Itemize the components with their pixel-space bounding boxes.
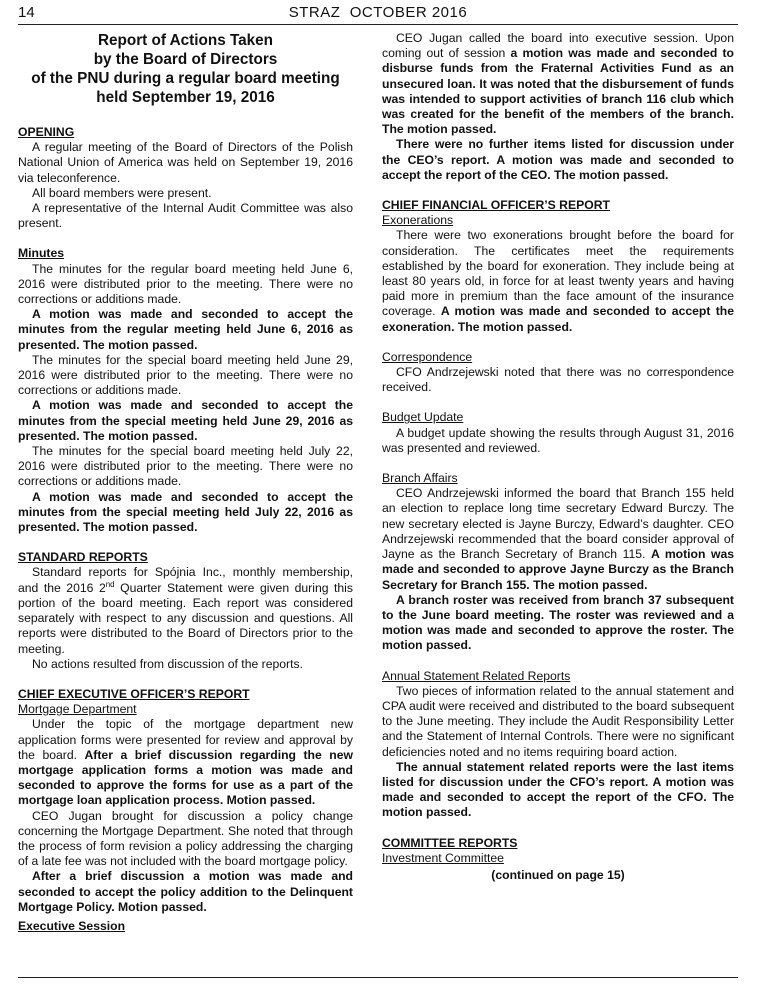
minutes-paragraph: The minutes for the special board meeting held June 29, 2016 were distributed prior to the meeting. There were no corrections or additions made. [18, 352, 353, 398]
opening-heading: OPENING [18, 125, 75, 139]
standard-reports-paragraph: Standard reports for Spójnia Inc., monthly membership, and the 2016 2nd Quarter Statement were given during this portion of the board meeting. Each report was considered separately with respect to any discussion and questions. All reports were distributed to the Board of Directors prior to the meeting. [18, 565, 353, 656]
opening-paragraph: A regular meeting of the Board of Directors of the Polish National Union of America was held on September 19, 2016 via teleconference. [18, 140, 353, 185]
annual-statement-subheading: Annual Statement Related Reports [382, 668, 571, 683]
page-number: 14 [18, 4, 35, 21]
branch-affairs-paragraph: CEO Andrzejewski informed the board that Branch 155 held an election to replace long time secretary Edward Burczy. The new secretary elected is Jayne Burczy, Edward’s daughter. CEO Andrzejewski recommended that the board consider approval of Jayne as the Branch Secretary of Branch 115. A motion was made and seconded to approve Jayne Burczy as the Branch Secretary for Branch 155. The motion passed. [382, 486, 734, 592]
report-title-line: by the Board of Directors [93, 51, 278, 68]
cfo-report-close: The annual statement related reports were the last items listed for discussion under the CFO’s report. A motion was made and seconded to accept the report of the CFO. The motion passed. [382, 759, 734, 820]
minutes-heading: Minutes [18, 246, 65, 261]
ceo-motion: After a brief discussion a motion was made and seconded to accept the policy addition to the Delinquent Mortgage Policy. Motion passed. [18, 869, 353, 914]
ceo-report-close: There were no further items listed for discussion under the CEO’s report. A motion was made and seconded to accept the report of the CEO. The motion passed. [382, 137, 734, 182]
exonerations-paragraph: There were two exonerations brought before the board for consideration. The certificates meet the requirements established by the board for exoneration. They include being at least 80 years old, in force for at least twenty years and having paid more in premium than the face amount of the insurance coverage. A motion was made and seconded to accept the exoneration. The motion passed. [382, 228, 734, 334]
budget-update-subheading: Budget Update [382, 410, 464, 425]
left-column [18, 31, 353, 987]
opening-paragraph: All board members were present. [32, 185, 212, 200]
investment-committee-subheading: Investment Committee [382, 850, 504, 865]
ceo-report-heading: CHIEF EXECUTIVE OFFICER’S REPORT [18, 686, 250, 701]
correspondence-paragraph: CFO Andrzejewski noted that there was no correspondence received. [382, 365, 734, 395]
minutes-motion: A motion was made and seconded to accept the minutes from the regular meeting held June 6, 2016 as presented. The motion passed. [18, 307, 353, 352]
executive-session-paragraph: CEO Jugan called the board into executive session. Upon coming out of session a motion was made and seconded to disburse funds from the Fraternal Activities Fund as an unsecured loan. It was noted that the disbursement of funds was intended to support activities of branch 116 club which was created for the benefit of the members of the branch. The motion passed. [382, 31, 734, 137]
branch-roster-motion: A branch roster was received from branch 37 subsequent to the June board meeting. The roster was reviewed and a motion was made and seconded to approve the roster. The motion passed. [382, 592, 734, 653]
report-title-line: held September 19, 2016 [96, 89, 275, 106]
continued-note: (continued on page 15) [491, 867, 625, 882]
exonerations-subheading: Exonerations [382, 213, 454, 228]
minutes-motion: A motion was made and seconded to accept the minutes from the special meeting held July 22, 2016 as presented. The motion passed. [18, 489, 353, 535]
ceo-paragraph: Under the topic of the mortgage department new application forms were presented for review and approval by the board. After a brief discussion regarding the new mortgage application forms a motion was made and seconded to approve the forms for use as a part of the mortgage loan application process. Motion passed. [18, 717, 353, 808]
budget-update-paragraph: A budget update showing the results through August 31, 2016 was presented and reviewed. [382, 425, 734, 455]
report-title [18, 31, 353, 107]
standard-reports-heading: STANDARD REPORTS [18, 550, 148, 565]
footer-rule [18, 977, 738, 978]
opening-paragraph: A representative of the Internal Audit Committee was also present. [18, 201, 353, 231]
correspondence-subheading: Correspondence [382, 349, 473, 364]
annual-statement-paragraph: Two pieces of information related to the annual statement and CPA audit were received and distributed to the board subsequent to the June meeting. They include the Audit Responsibility Letter and the Statement of Internal Controls. There were no significant deficiencies noted and no items requiring board action. [382, 683, 734, 759]
branch-affairs-subheading: Branch Affairs [382, 471, 458, 486]
right-column [382, 31, 734, 987]
committee-reports-heading: COMMITTEE REPORTS [382, 835, 518, 850]
executive-session-heading: Executive Session [18, 918, 126, 933]
report-title-line: Report of Actions Taken [97, 32, 274, 49]
cfo-report-heading: CHIEF FINANCIAL OFFICER’S REPORT [382, 198, 610, 213]
publication-title: STRAZ OCTOBER 2016 [288, 4, 468, 21]
page-header [18, 3, 738, 25]
report-title-line: of the PNU during a regular board meeting [31, 70, 340, 87]
mortgage-department-subheading: Mortgage Department [18, 702, 137, 717]
ceo-paragraph: CEO Jugan brought for discussion a policy change concerning the Mortgage Department. She noted that through the process of form revision a policy addressing the charging of a late fee was not included with the board mortgage policy. [18, 808, 353, 869]
standard-reports-paragraph: No actions resulted from discussion of the reports. [32, 656, 303, 671]
minutes-paragraph: The minutes for the special board meeting held July 22, 2016 were distributed prior to the meeting. There were no corrections or additions made. [18, 444, 353, 489]
minutes-paragraph: The minutes for the regular board meeting held June 6, 2016 were distributed prior to the meeting. There were no corrections or additions made. [18, 261, 353, 307]
minutes-motion: A motion was made and seconded to accept the minutes from the special meeting held June 29, 2016 as presented. The motion passed. [18, 398, 353, 443]
